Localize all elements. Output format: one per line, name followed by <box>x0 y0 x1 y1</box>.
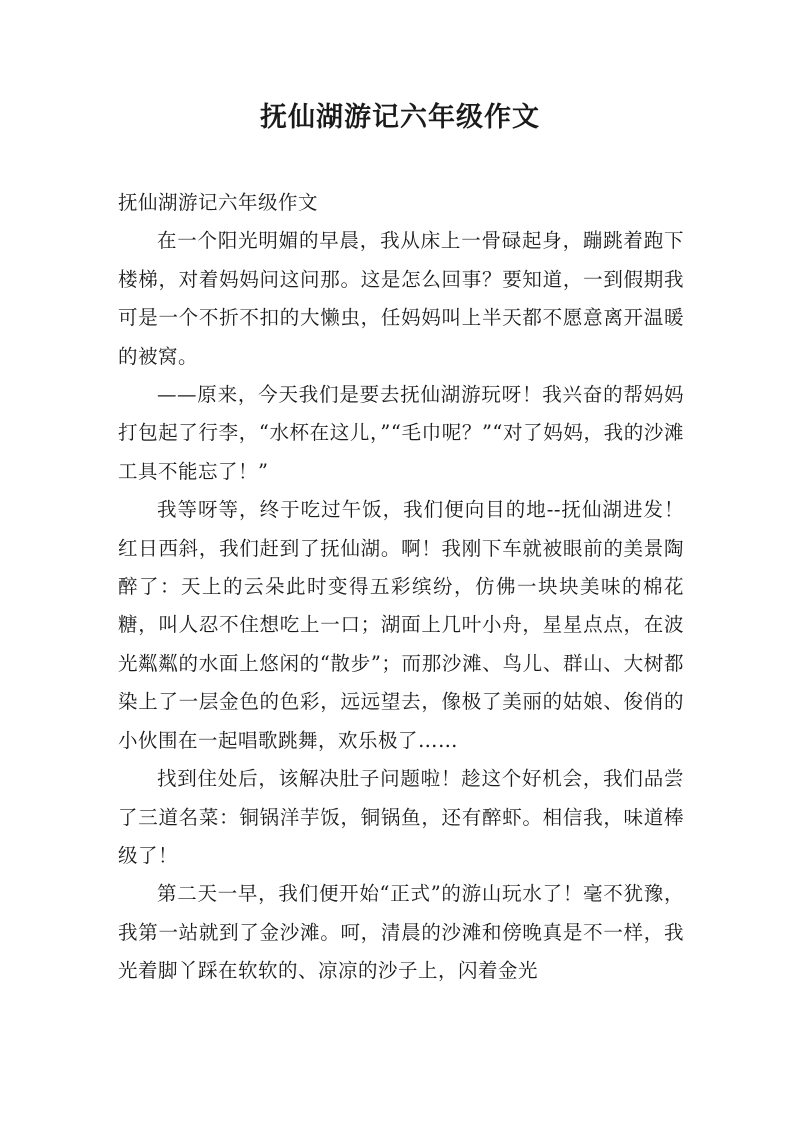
paragraph: ——原来，今天我们是要去抚仙湖游玩呀！我兴奋的帮妈妈打包起了行李，“水杯在这儿，”“毛巾呢？”“对了妈妈，我的沙滩工具不能忘了！” <box>118 383 684 483</box>
document-subtitle: 抚仙湖游记六年级作文 <box>118 191 319 214</box>
paragraph: 找到住处后，该解决肚子问题啦！趁这个好机会，我们品尝了三道名菜：铜锅洋芋饭，铜锅鱼，还有醉虾。相信我，味道棒级了！ <box>118 767 684 867</box>
document-title: 抚仙湖游记六年级作文 <box>260 102 540 133</box>
document-body <box>118 184 684 991</box>
paragraph: 我等呀等，终于吃过午饭，我们便向目的地--抚仙湖进发！红日西斜，我们赶到了抚仙湖。啊！我刚下车就被眼前的美景陶醉了：天上的云朵此时变得五彩缤纷，仿佛一块块美味的棉花糖，叫人忍不住想吃上一口；湖面上几叶小舟，星星点点，在波光粼粼的水面上悠闲的“散步”；而那沙滩、鸟儿、群山、大树都染上了一层金色的色彩，远远望去，像极了美丽的姑娘、俊俏的小伙围在一起唱歌跳舞，欢乐极了…… <box>118 498 684 752</box>
paragraph: 第二天一早，我们便开始“正式”的游山玩水了！毫不犹豫，我第一站就到了金沙滩。呵，清晨的沙滩和傍晚真是不一样，我光着脚丫踩在软软的、凉凉的沙子上，闪着金光 <box>118 882 684 983</box>
paragraph: 在一个阳光明媚的早晨，我从床上一骨碌起身，蹦跳着跑下楼梯，对着妈妈问这问那。这是怎么回事？要知道，一到假期我可是一个不折不扣的大懒虫，任妈妈叫上半天都不愿意离开温暖的被窝。 <box>118 229 684 368</box>
